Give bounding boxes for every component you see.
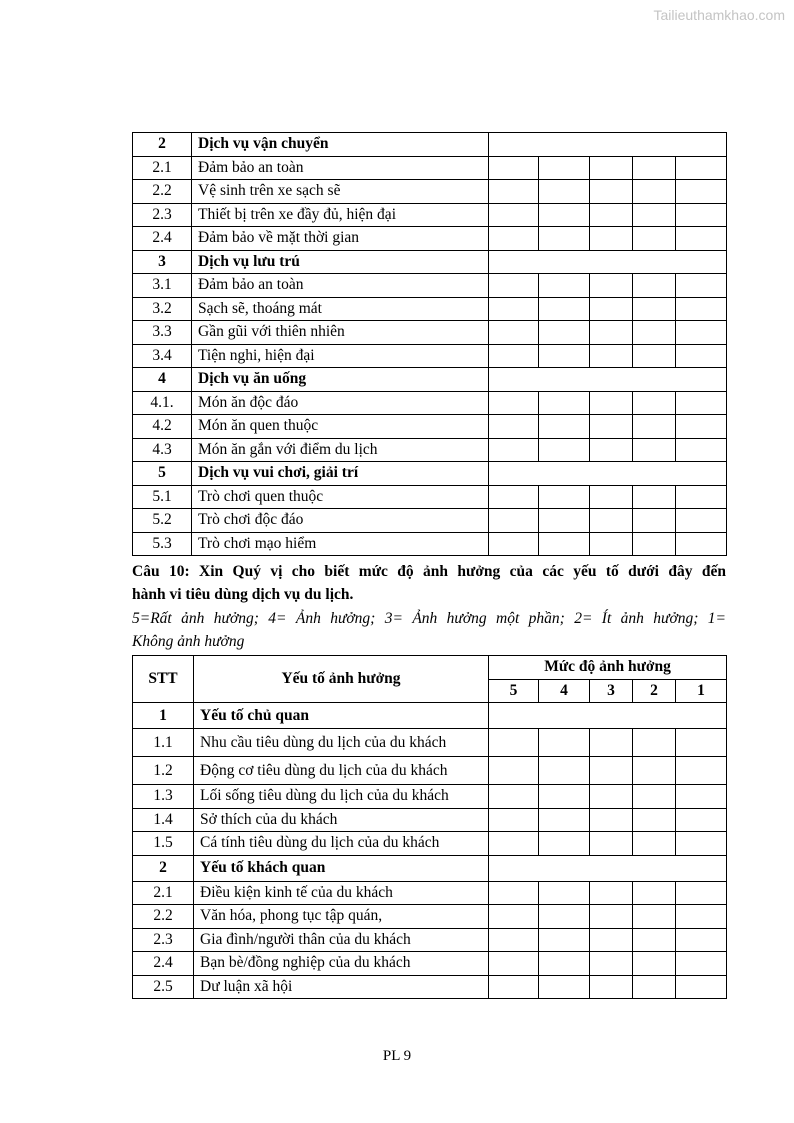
item-number: 2.3 xyxy=(133,203,192,227)
rating-cell[interactable] xyxy=(590,180,633,204)
table-row xyxy=(133,274,727,298)
header-stt: STT xyxy=(133,656,194,703)
rating-cell[interactable] xyxy=(590,227,633,251)
rating-cell[interactable] xyxy=(539,881,590,905)
item-number: 3.1 xyxy=(133,274,192,298)
item-label: Trò chơi độc đáo xyxy=(192,509,489,533)
item-number: 1.5 xyxy=(133,832,194,856)
rating-cell[interactable] xyxy=(489,274,539,298)
rating-cell[interactable] xyxy=(489,905,539,929)
rating-cell[interactable] xyxy=(539,785,590,809)
item-label: Dư luận xã hội xyxy=(194,975,489,999)
item-number: 1.2 xyxy=(133,757,194,785)
rating-cell[interactable] xyxy=(489,156,539,180)
item-label: Trò chơi mạo hiểm xyxy=(192,532,489,556)
influence-factor-table xyxy=(132,655,727,999)
rating-cell[interactable] xyxy=(676,881,727,905)
rating-cell[interactable] xyxy=(633,180,676,204)
rating-cell[interactable] xyxy=(539,344,590,368)
item-number: 4.2 xyxy=(133,415,192,439)
rating-cell[interactable] xyxy=(676,905,727,929)
rating-cell[interactable] xyxy=(633,391,676,415)
scale-note-line-1: 5=Rất ảnh hưởng; 4= Ảnh hưởng; 3= Ảnh hưởng một phần; 2= Ít ảnh hưởng; 1= xyxy=(132,610,726,627)
rating-cell[interactable] xyxy=(633,952,676,976)
rating-cell[interactable] xyxy=(590,344,633,368)
rating-cell[interactable] xyxy=(489,344,539,368)
rating-cell[interactable] xyxy=(539,203,590,227)
rating-cell[interactable] xyxy=(676,532,727,556)
rating-cell[interactable] xyxy=(590,881,633,905)
item-label: Sở thích của du khách xyxy=(194,808,489,832)
rating-cell[interactable] xyxy=(489,757,539,785)
rating-cell[interactable] xyxy=(633,344,676,368)
table-row xyxy=(133,785,727,809)
item-number: 2.1 xyxy=(133,156,192,180)
rating-cell[interactable] xyxy=(590,532,633,556)
item-number: 5.1 xyxy=(133,485,192,509)
rating-cell[interactable] xyxy=(676,509,727,533)
rating-cell[interactable] xyxy=(676,227,727,251)
rating-cell[interactable] xyxy=(676,391,727,415)
table-row xyxy=(133,344,727,368)
rating-cell[interactable] xyxy=(539,297,590,321)
rating-cell[interactable] xyxy=(633,321,676,345)
rating-cell[interactable] xyxy=(489,729,539,757)
rating-cell[interactable] xyxy=(489,881,539,905)
item-label: Sạch sẽ, thoáng mát xyxy=(192,297,489,321)
rating-cell[interactable] xyxy=(539,321,590,345)
table-row xyxy=(133,757,727,785)
item-label: Món ăn gắn với điểm du lịch xyxy=(192,438,489,462)
item-number: 4.1. xyxy=(133,391,192,415)
rating-cell[interactable] xyxy=(590,274,633,298)
table-row xyxy=(133,180,727,204)
page-number: PL 9 xyxy=(382,1048,412,1064)
item-label: Lối sống tiêu dùng du lịch của du khách xyxy=(194,785,489,809)
rating-cell[interactable] xyxy=(489,297,539,321)
rating-cell[interactable] xyxy=(539,274,590,298)
rating-cell[interactable] xyxy=(676,297,727,321)
rating-cell[interactable] xyxy=(539,438,590,462)
header-score-2: 2 xyxy=(633,679,676,703)
rating-cell[interactable] xyxy=(676,808,727,832)
item-number: 2.5 xyxy=(133,975,194,999)
item-number: 3.2 xyxy=(133,297,192,321)
rating-cell[interactable] xyxy=(590,832,633,856)
rating-cell[interactable] xyxy=(539,952,590,976)
scale-note xyxy=(132,607,726,653)
table-row xyxy=(133,509,727,533)
item-label: Điều kiện kinh tế của du khách xyxy=(194,881,489,905)
rating-cell[interactable] xyxy=(590,485,633,509)
rating-cell[interactable] xyxy=(633,227,676,251)
item-number: 2.3 xyxy=(133,928,194,952)
table-row xyxy=(133,415,727,439)
rating-cell[interactable] xyxy=(539,391,590,415)
item-number: 2.4 xyxy=(133,227,192,251)
item-number: 1.1 xyxy=(133,729,194,757)
rating-cell[interactable] xyxy=(489,415,539,439)
section-title: Yếu tố khách quan xyxy=(194,855,489,881)
section-row xyxy=(133,250,727,274)
header-score-5: 5 xyxy=(489,679,539,703)
section-number: 2 xyxy=(133,855,194,881)
item-number: 1.3 xyxy=(133,785,194,809)
section-rating-span xyxy=(489,133,727,157)
scale-note-line-2: Không ảnh hưởng xyxy=(132,633,245,650)
item-label: Cá tính tiêu dùng du lịch của du khách xyxy=(194,832,489,856)
table-row xyxy=(133,881,727,905)
item-label: Món ăn quen thuộc xyxy=(192,415,489,439)
rating-cell[interactable] xyxy=(539,905,590,929)
rating-cell[interactable] xyxy=(676,203,727,227)
item-number: 2.2 xyxy=(133,180,192,204)
section-number: 3 xyxy=(133,250,192,274)
rating-cell[interactable] xyxy=(539,180,590,204)
table-row xyxy=(133,485,727,509)
rating-cell[interactable] xyxy=(676,485,727,509)
question-line-2: hành vi tiêu dùng dịch vụ du lịch. xyxy=(132,586,354,603)
rating-cell[interactable] xyxy=(633,729,676,757)
header-factor: Yếu tố ảnh hưởng xyxy=(194,656,489,703)
rating-cell[interactable] xyxy=(676,156,727,180)
rating-cell[interactable] xyxy=(489,438,539,462)
rating-cell[interactable] xyxy=(676,832,727,856)
item-label: Tiện nghi, hiện đại xyxy=(192,344,489,368)
rating-cell[interactable] xyxy=(539,832,590,856)
rating-cell[interactable] xyxy=(676,928,727,952)
rating-cell[interactable] xyxy=(539,975,590,999)
rating-cell[interactable] xyxy=(633,415,676,439)
rating-cell[interactable] xyxy=(633,785,676,809)
item-label: Vệ sinh trên xe sạch sẽ xyxy=(192,180,489,204)
rating-cell[interactable] xyxy=(590,757,633,785)
rating-cell[interactable] xyxy=(539,415,590,439)
rating-cell[interactable] xyxy=(633,975,676,999)
service-rating-table xyxy=(132,132,727,556)
item-label: Gia đình/người thân của du khách xyxy=(194,928,489,952)
table-row xyxy=(133,297,727,321)
section-number: 2 xyxy=(133,133,192,157)
table-row xyxy=(133,729,727,757)
rating-cell[interactable] xyxy=(676,952,727,976)
rating-cell[interactable] xyxy=(590,203,633,227)
item-number: 3.3 xyxy=(133,321,192,345)
item-label: Trò chơi quen thuộc xyxy=(192,485,489,509)
rating-cell[interactable] xyxy=(590,729,633,757)
question-10 xyxy=(132,560,726,606)
rating-cell[interactable] xyxy=(590,785,633,809)
item-number: 5.2 xyxy=(133,509,192,533)
rating-cell[interactable] xyxy=(489,509,539,533)
section-title: Dịch vụ vận chuyển xyxy=(192,133,489,157)
rating-cell[interactable] xyxy=(539,227,590,251)
item-label: Thiết bị trên xe đầy đủ, hiện đại xyxy=(192,203,489,227)
rating-cell[interactable] xyxy=(633,509,676,533)
rating-cell[interactable] xyxy=(676,975,727,999)
rating-cell[interactable] xyxy=(676,344,727,368)
section-rating-span xyxy=(489,855,727,881)
item-number: 1.4 xyxy=(133,808,194,832)
table-row xyxy=(133,975,727,999)
table-row xyxy=(133,832,727,856)
rating-cell[interactable] xyxy=(539,532,590,556)
rating-cell[interactable] xyxy=(590,952,633,976)
item-number: 5.3 xyxy=(133,532,192,556)
item-number: 2.2 xyxy=(133,905,194,929)
rating-cell[interactable] xyxy=(539,808,590,832)
section-row xyxy=(133,368,727,392)
rating-cell[interactable] xyxy=(633,156,676,180)
section-number: 5 xyxy=(133,462,192,486)
rating-cell[interactable] xyxy=(539,729,590,757)
rating-cell[interactable] xyxy=(539,156,590,180)
rating-cell[interactable] xyxy=(590,321,633,345)
rating-cell[interactable] xyxy=(633,274,676,298)
rating-cell[interactable] xyxy=(539,485,590,509)
section-row xyxy=(133,133,727,157)
question-line-1: Câu 10: Xin Quý vị cho biết mức độ ảnh hưởng của các yếu tố dưới đây đến xyxy=(132,563,726,580)
section-title: Yếu tố chủ quan xyxy=(194,703,489,729)
header-score-3: 3 xyxy=(590,679,633,703)
item-number: 3.4 xyxy=(133,344,192,368)
rating-cell[interactable] xyxy=(633,881,676,905)
table-row xyxy=(133,203,727,227)
table-row xyxy=(133,905,727,929)
rating-cell[interactable] xyxy=(676,438,727,462)
section-title: Dịch vụ ăn uống xyxy=(192,368,489,392)
rating-cell[interactable] xyxy=(590,808,633,832)
rating-cell[interactable] xyxy=(489,832,539,856)
rating-cell[interactable] xyxy=(590,928,633,952)
rating-cell[interactable] xyxy=(489,808,539,832)
table-row xyxy=(133,321,727,345)
rating-cell[interactable] xyxy=(633,532,676,556)
section-row xyxy=(133,703,727,729)
section-rating-span xyxy=(489,250,727,274)
rating-cell[interactable] xyxy=(633,808,676,832)
header-level: Mức độ ảnh hưởng xyxy=(489,656,727,680)
item-label: Đảm bảo về mặt thời gian xyxy=(192,227,489,251)
item-label: Động cơ tiêu dùng du lịch của du khách xyxy=(194,757,489,785)
rating-cell[interactable] xyxy=(489,391,539,415)
rating-cell[interactable] xyxy=(676,415,727,439)
section-row xyxy=(133,855,727,881)
rating-cell[interactable] xyxy=(633,928,676,952)
rating-cell[interactable] xyxy=(633,438,676,462)
item-label: Đảm bảo an toàn xyxy=(192,274,489,298)
rating-cell[interactable] xyxy=(489,785,539,809)
rating-cell[interactable] xyxy=(590,415,633,439)
section-title: Dịch vụ lưu trú xyxy=(192,250,489,274)
item-label: Bạn bè/đồng nghiệp của du khách xyxy=(194,952,489,976)
rating-cell[interactable] xyxy=(633,905,676,929)
rating-cell[interactable] xyxy=(633,485,676,509)
rating-cell[interactable] xyxy=(489,928,539,952)
item-number: 2.4 xyxy=(133,952,194,976)
table-row xyxy=(133,928,727,952)
rating-cell[interactable] xyxy=(489,485,539,509)
section-rating-span xyxy=(489,703,727,729)
rating-cell[interactable] xyxy=(590,905,633,929)
item-label: Món ăn độc đáo xyxy=(192,391,489,415)
rating-cell[interactable] xyxy=(539,509,590,533)
table-row xyxy=(133,391,727,415)
item-number: 4.3 xyxy=(133,438,192,462)
rating-cell[interactable] xyxy=(676,729,727,757)
rating-cell[interactable] xyxy=(590,156,633,180)
rating-cell[interactable] xyxy=(633,203,676,227)
rating-cell[interactable] xyxy=(489,975,539,999)
rating-cell[interactable] xyxy=(633,832,676,856)
table-row xyxy=(133,808,727,832)
rating-cell[interactable] xyxy=(676,757,727,785)
table-row xyxy=(133,156,727,180)
item-number: 2.1 xyxy=(133,881,194,905)
section-number: 4 xyxy=(133,368,192,392)
section-title: Dịch vụ vui chơi, giải trí xyxy=(192,462,489,486)
section-row xyxy=(133,462,727,486)
item-label: Nhu cầu tiêu dùng du lịch của du khách xyxy=(194,729,489,757)
section-number: 1 xyxy=(133,703,194,729)
rating-cell[interactable] xyxy=(489,532,539,556)
rating-cell[interactable] xyxy=(590,438,633,462)
rating-cell[interactable] xyxy=(633,297,676,321)
rating-cell[interactable] xyxy=(676,321,727,345)
item-label: Văn hóa, phong tục tập quán, xyxy=(194,905,489,929)
rating-cell[interactable] xyxy=(539,928,590,952)
table-header-row xyxy=(133,656,727,680)
table-row xyxy=(133,952,727,976)
rating-cell[interactable] xyxy=(590,975,633,999)
rating-cell[interactable] xyxy=(489,952,539,976)
header-score-1: 1 xyxy=(676,679,727,703)
table-row xyxy=(133,532,727,556)
section-rating-span xyxy=(489,462,727,486)
section-rating-span xyxy=(489,368,727,392)
item-label: Đảm bảo an toàn xyxy=(192,156,489,180)
rating-cell[interactable] xyxy=(489,203,539,227)
header-score-4: 4 xyxy=(539,679,590,703)
rating-cell[interactable] xyxy=(676,785,727,809)
rating-cell[interactable] xyxy=(489,321,539,345)
table-row xyxy=(133,438,727,462)
rating-cell[interactable] xyxy=(676,274,727,298)
watermark: Tailieuthamkhao.com xyxy=(653,7,785,23)
rating-cell[interactable] xyxy=(633,757,676,785)
rating-cell[interactable] xyxy=(590,391,633,415)
rating-cell[interactable] xyxy=(539,757,590,785)
rating-cell[interactable] xyxy=(489,180,539,204)
table-row xyxy=(133,227,727,251)
rating-cell[interactable] xyxy=(590,509,633,533)
rating-cell[interactable] xyxy=(489,227,539,251)
rating-cell[interactable] xyxy=(590,297,633,321)
rating-cell[interactable] xyxy=(676,180,727,204)
item-label: Gần gũi với thiên nhiên xyxy=(192,321,489,345)
